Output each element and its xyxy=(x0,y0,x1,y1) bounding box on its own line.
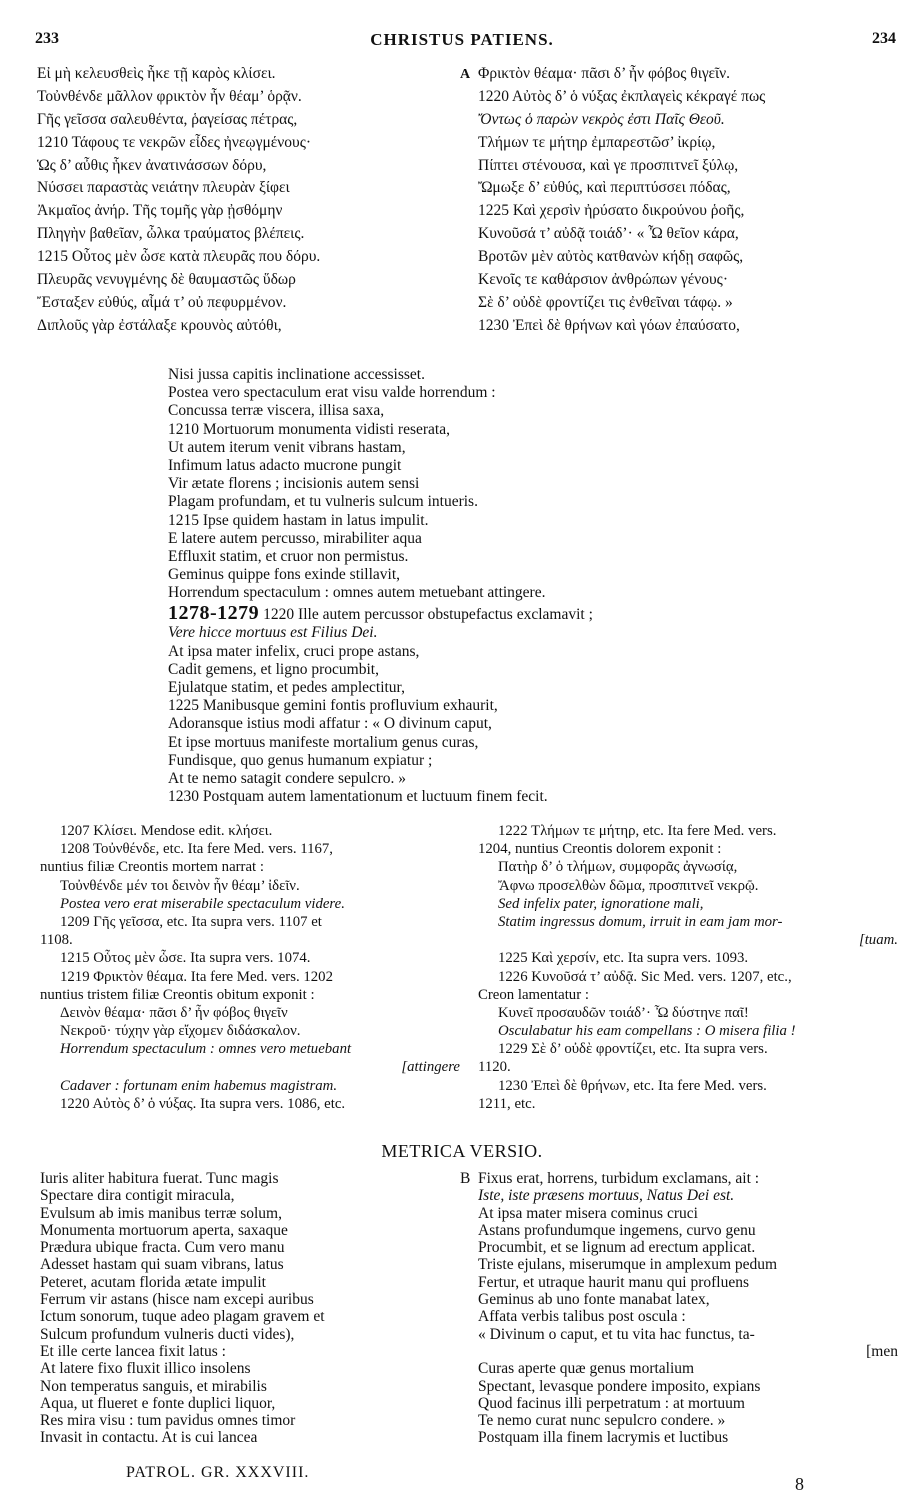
translation-line xyxy=(168,602,818,624)
translation-line: E latere autem percusso, mirabiliter aqua xyxy=(168,529,422,547)
latin-translation xyxy=(168,366,818,806)
note-line: nuntius filiæ Creontis mortem narrat : xyxy=(40,859,264,876)
note-line: Δεινὸν θέαμα· πᾶσι δ’ ἦν φόβος θιγεῖν xyxy=(60,1004,288,1021)
footer-source: PATROL. GR. XXXVIII. xyxy=(126,1464,310,1481)
section-title: METRICA VERSIO. xyxy=(381,1141,543,1161)
translation-line: Vir ætate florens ; incisionis autem sensi xyxy=(168,475,420,493)
column-reference: 1278-1279 xyxy=(168,602,260,625)
verse-line: Sulcum profundum vulneris ducti vides), xyxy=(40,1325,295,1343)
translation-line: 1215 Ipse quidem hastam in latus impulit. xyxy=(168,511,429,529)
verse-line: Spectare dira contigit miracula, xyxy=(40,1187,235,1205)
verse-line: Monumenta mortuorum aperta, saxaque xyxy=(40,1221,288,1239)
note-line: Statim ingressus domum, irruit in eam jam mor- xyxy=(498,913,783,930)
verse-line: Πλευρᾶς νενυγμένης δὲ θαυμαστῶς ὕδωρ xyxy=(37,271,296,289)
verse-line: Peteret, acutam florida ætate impulit xyxy=(40,1273,266,1291)
translation-line: Cadit gemens, et ligno procumbit, xyxy=(168,660,379,678)
translation-line: 1210 Mortuorum monumenta vidisti reserata, xyxy=(168,420,450,438)
translation-line: Concussa terræ viscera, illisa saxa, xyxy=(168,402,385,420)
page-number-left: 233 xyxy=(35,30,59,47)
note-line: 1207 Κλίσει. Mendose edit. κλήσει. xyxy=(60,823,273,839)
translation-line: At te nemo satagit condere sepulcro. » xyxy=(168,769,407,787)
translation-line: 1225 Manibusque gemini fontis profluvium exhaurit, xyxy=(168,697,498,715)
translation-line: 1230 Postquam autem lamentationum et luctuum finem fecit. xyxy=(168,788,548,806)
verse-line: Κενοῖς τε καθάρσιον ἀνθρώπων γένους· xyxy=(478,271,728,289)
translation-line: Ut autem iterum venit vibrans hastam, xyxy=(168,438,406,456)
column-marker: A xyxy=(460,67,471,82)
note-line: [attingere xyxy=(401,1059,460,1076)
verse-line: Triste ejulans, miserumque in amplexum pedum xyxy=(478,1256,778,1274)
note-line: nuntius tristem filiæ Creontis obitum exponit : xyxy=(40,986,315,1003)
verse-line: Evulsum ab imis manibus terræ solum, xyxy=(40,1204,282,1222)
note-line: 1230 Ἐπεὶ δὲ θρήνων, etc. Ita fere Med. vers. xyxy=(498,1077,767,1094)
verse-line: At latere fixo fluxit illico insolens xyxy=(40,1360,251,1378)
verse-line: Εἰ μὴ κελευσθεὶς ἧκε τῇ καρὸς κλίσει. xyxy=(37,65,276,82)
translation-line: Et ipse mortuus manifeste mortalium genus curas, xyxy=(168,733,479,751)
note-line: 1215 Οὗτος μὲν ὧσε. Ita supra vers. 1074. xyxy=(60,950,311,967)
verse-line: Πίπτει στένουσα, καὶ γε προσπιτνεῖ ξύλῳ, xyxy=(478,156,739,174)
signature-mark: 8 xyxy=(795,1474,804,1494)
translation-line: Horrendum spectaculum : omnes autem metuebant attingere. xyxy=(168,584,546,602)
note-line: Postea vero erat miserabile spectaculum videre. xyxy=(60,895,345,912)
verse-line: Γῆς γεῖσσα σαλευθέντα, ῥαγείσας πέτρας, xyxy=(37,110,298,128)
note-line: Horrendum spectaculum : omnes vero metuebant xyxy=(60,1041,352,1058)
notes-right-column xyxy=(478,822,898,1113)
note-line: Κυνεῖ προσαυδῶν τοιάδ’· Ὦ δύστηνε παῖ! xyxy=(498,1004,749,1021)
running-header xyxy=(0,30,924,54)
verse-line: Ferrum vir astans (hisce nam excepi auribus xyxy=(40,1291,314,1309)
translation-line: Plagam profundam, et tu vulneris sulcum intueris. xyxy=(168,493,478,511)
verse-line: Non temperatus sanguis, et mirabilis xyxy=(40,1377,267,1395)
note-line: Τοὐνθένδε μέν τοι δεινὸν ἦν θέαμ’ ἰδεῖν. xyxy=(60,877,300,894)
translation-line: Effluxit statim, et cruor non permistus. xyxy=(168,547,409,565)
verse-line: Σὲ δ’ οὐδὲ φροντίζει τις ἐνθεῖναι τάφῳ. » xyxy=(478,293,733,311)
verse-line: Quod facinus illi perpetratum : at mortuum xyxy=(478,1394,745,1412)
note-line: Osculabatur his eam compellans : O misera filia ! xyxy=(498,1023,796,1040)
note-line: Cadaver : fortunam enim habemus magistram. xyxy=(60,1077,338,1094)
verse-line: Procumbit, et se lignum ad erectum applicat. xyxy=(478,1239,756,1257)
note-line: 1208 Τοὐνθένδε, etc. Ita fere Med. vers. 1167, xyxy=(60,841,333,858)
verse-line: Prædura ubique fracta. Cum vero manu xyxy=(40,1239,285,1257)
note-line: 1204, nuntius Creontis dolorem exponit : xyxy=(478,841,722,858)
verse-line: Ἀκμαῖος ἀνήρ. Τῆς τομῆς γὰρ ᾐσθόμην xyxy=(37,202,283,220)
verse-text: Fixus erat, horrens, turbidum exclamans, ait : xyxy=(478,1170,760,1187)
metrica-versio-left-column xyxy=(40,1170,440,1447)
verse-line: « Divinum o caput, et tu vita hac functus, ta- xyxy=(478,1325,755,1343)
page-title: CHRISTUS PATIENS. xyxy=(370,30,554,49)
note-line: Creon lamentatur : xyxy=(478,986,589,1003)
verse-text: Φρικτὸν θέαμα· πᾶσι δ’ ἦν φόβος θιγεῖν. xyxy=(478,65,731,82)
note-line: 1222 Τλήμων τε μήτηρ, etc. Ita fere Med. vers. xyxy=(498,823,777,839)
note-line: 1226 Κυνοῦσά τ’ αὐδᾷ. Sic Med. vers. 1207, etc., xyxy=(498,968,792,985)
verse-line: 1210 Τάφους τε νεκρῶν εἶδες ἠνεῳγμένους· xyxy=(37,133,311,151)
verse-line: Res mira visu : tum pavidus omnes timor xyxy=(40,1412,296,1430)
note-line: 1108. xyxy=(40,932,73,949)
verse-line: Πληγὴν βαθεῖαν, ὦλκα τραύματος βλέπεις. xyxy=(37,225,305,243)
verse-line xyxy=(460,1170,898,1187)
note-line: 1225 Καὶ χερσίν, etc. Ita supra vers. 1093. xyxy=(498,950,749,967)
page-number-right: 234 xyxy=(872,30,896,47)
note-line: 1211, etc. xyxy=(478,1095,536,1112)
verse-line: Iuris aliter habitura fuerat. Tunc magis xyxy=(40,1170,279,1187)
verse-line: Curas aperte quæ genus mortalium xyxy=(478,1360,695,1378)
translation-line: Infimum latus adacto mucrone pungit xyxy=(168,456,402,474)
column-marker: B xyxy=(460,1170,471,1187)
translation-line: Adoransque istius modi affatur : « O divinum caput, xyxy=(168,715,492,733)
note-line: 1120. xyxy=(478,1059,511,1076)
verse-line: [men xyxy=(866,1342,898,1360)
verse-line: Νύσσει παραστὰς νειάτην πλευρὰν ξίφει xyxy=(37,179,290,197)
note-line: 1219 Φρικτὸν θέαμα. Ita fere Med. vers. 1202 xyxy=(60,968,333,985)
notes-left-column xyxy=(40,822,460,1113)
verse-line: Spectant, levasque pondere imposito, expians xyxy=(478,1377,761,1395)
verse-line: Te nemo curat nunc sepulcro condere. » xyxy=(478,1412,726,1430)
verse-line: Διπλοῦς γὰρ ἐστάλαξε κρουνὸς αὐτόθι, xyxy=(37,316,282,334)
note-line: Νεκροῦ· τύχην γὰρ εἴχομεν διδάσκαλον. xyxy=(60,1023,301,1040)
verse-line: At ipsa mater misera cominus cruci xyxy=(478,1204,698,1222)
greek-text-right-column xyxy=(460,63,900,338)
verse-line: Κυνοῦσά τ’ αὐδᾷ τοιάδ’· « Ὦ θεῖον κάρα, xyxy=(478,225,739,243)
note-line: Πατὴρ δ’ ὁ τλήμων, συμφορᾶς ἀγνωσίᾳ, xyxy=(498,859,738,876)
verse-line: 1230 Ἐπεὶ δὲ θρήνων καὶ γόων ἐπαύσατο, xyxy=(478,316,740,334)
translation-line: Ejulatque statim, et pedes amplectitur, xyxy=(168,679,405,696)
note-line: 1229 Σὲ δ’ οὐδὲ φροντίζει, etc. Ita supra vers. xyxy=(498,1041,768,1058)
verse-line: Iste, iste præsens mortuus, Natus Dei est. xyxy=(478,1187,735,1205)
verse-line: Ictum sonorum, tuque adeo plagam gravem et xyxy=(40,1308,325,1326)
verse-line: Ὄντως ὁ παρὼν νεκρὸς ἐστι Παῖς Θεοῦ. xyxy=(478,110,725,128)
note-line: Ἄφνω προσελθὼν δῶμα, προσπιτνεῖ νεκρῷ. xyxy=(498,877,759,894)
verse-line: Astans profundumque ingemens, curvo genu xyxy=(478,1221,756,1239)
verse-line: Aqua, ut flueret e fonte duplici liquor, xyxy=(40,1394,276,1412)
verse-line: Fertur, et utraque haurit manu qui profluens xyxy=(478,1273,749,1291)
verse-line: Invasit in contactu. At is cui lancea xyxy=(40,1429,258,1447)
note-line: [tuam. xyxy=(858,932,898,949)
verse-line: Geminus ab uno fonte manabat latex, xyxy=(478,1291,710,1309)
verse-line: Adesset hastam qui suam vibrans, latus xyxy=(40,1256,284,1274)
greek-text-left-column xyxy=(37,63,457,338)
translation-line: At ipsa mater infelix, cruci prope astans, xyxy=(168,642,420,660)
translation-line: Geminus quippe fons exinde stillavit, xyxy=(168,566,401,584)
verse-line: Ὤμωξε δ’ εὐθύς, καὶ περιπτύσσει πόδας, xyxy=(478,179,731,197)
verse-line: Affata verbis talibus post oscula : xyxy=(478,1308,686,1326)
verse-line: 1220 Αὐτὸς δ’ ὁ νύξας ἐκπλαγεὶς κέκραγέ πως xyxy=(478,87,766,105)
verse-line: 1215 Οὗτος μὲν ὧσε κατὰ πλευρᾶς που δόρυ. xyxy=(37,248,321,266)
verse-line: Τοὐνθένδε μᾶλλον φρικτὸν ἦν θέαμ’ ὁρᾷν. xyxy=(37,87,302,105)
translation-line: Vere hicce mortuus est Filius Dei. xyxy=(168,624,378,642)
translation-line: Fundisque, quo genus humanum expiatur ; xyxy=(168,751,433,769)
verse-line: 1225 Καὶ χερσὶν ἠρύσατο δικρούνου ῥοῆς, xyxy=(478,202,745,220)
verse-line: Ὡς δ’ αὖθις ἧκεν ἀνατινάσσων δόρυ, xyxy=(37,156,267,174)
translation-text: 1220 Ille autem percussor obstupefactus exclamavit ; xyxy=(263,606,593,624)
verse-line: Ἔσταξεν εὐθύς, αἷμά τ’ οὐ πεφυρμένον. xyxy=(37,293,287,311)
note-line: 1209 Γῆς γεῖσσα, etc. Ita supra vers. 1107 et xyxy=(60,913,322,930)
verse-line: Βροτῶν μὲν αὐτὸς κατθανὼν κήδῃ σαφῶς, xyxy=(478,248,744,266)
translation-line: Nisi jussa capitis inclinatione accessisset. xyxy=(168,366,425,383)
metrica-versio-right-column xyxy=(460,1170,898,1447)
note-line: 1220 Αὐτὸς δ’ ὁ νύξας. Ita supra vers. 1086, etc. xyxy=(60,1095,346,1112)
verse-line: Et ille certe lancea fixit latus : xyxy=(40,1342,226,1360)
translation-line: Postea vero spectaculum erat visu valde horrendum : xyxy=(168,384,496,402)
verse-line: Τλήμων τε μήτηρ ἐμπαρεστῶσ’ ἰκρίῳ, xyxy=(478,133,716,151)
note-line: Sed infelix pater, ignoratione mali, xyxy=(498,895,704,912)
verse-line xyxy=(460,63,900,86)
verse-line: Postquam illa finem lacrymis et luctibus xyxy=(478,1429,729,1447)
